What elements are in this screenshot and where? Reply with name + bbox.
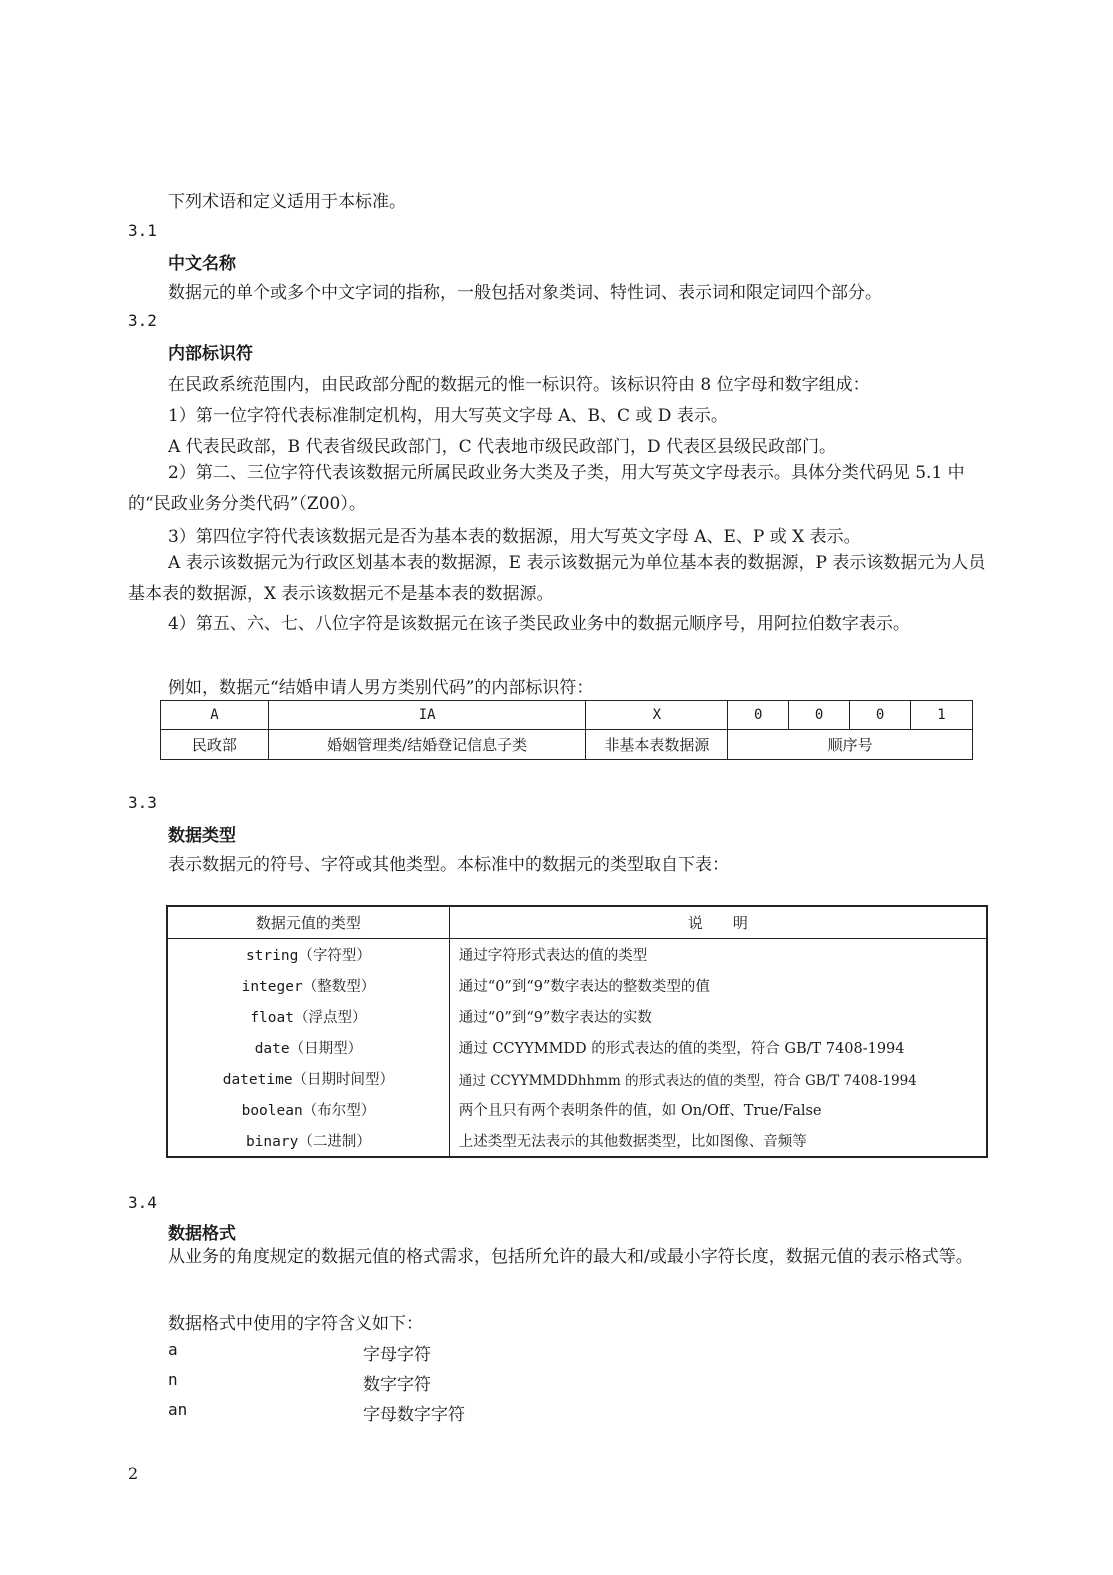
format-code: n [168,1370,178,1389]
section-3-2-para-5: 3）第四位字符代表该数据元是否为基本表的数据源，用大写英文字母 A、E、P 或 X 表示。 [168,527,861,547]
table-row [167,1032,987,1063]
section-3-4-intro: 数据格式中使用的字符含义如下： [168,1314,423,1334]
type-table-header-type: 数据元值的类型 [167,906,449,939]
section-3-4-number: 3.4 [128,1193,157,1212]
section-3-3-title: 数据类型 [168,826,236,846]
id-label-source: 非基本表数据源 [586,730,728,760]
data-type-table [166,905,988,1158]
identifier-example-table [160,700,973,760]
section-3-3-number: 3.3 [128,793,157,812]
desc-cell: 通过“0”到“9”数字表达的整数类型的值 [449,970,987,1001]
section-3-4-title: 数据格式 [168,1224,236,1244]
desc-cell: 通过“0”到“9”数字表达的实数 [449,1001,987,1032]
type-cell: float（浮点型） [167,1001,449,1032]
format-code: a [168,1340,178,1359]
intro-text: 下列术语和定义适用于本标准。 [168,192,406,212]
table-row [167,1063,987,1094]
desc-cell: 上述类型无法表示的其他数据类型，比如图像、音频等 [449,1125,987,1157]
section-3-1-title: 中文名称 [168,254,236,274]
desc-cell: 通过字符形式表达的值的类型 [449,939,987,971]
type-cell: string（字符型） [167,939,449,971]
type-cell: integer（整数型） [167,970,449,1001]
format-code: an [168,1400,188,1419]
type-cell: datetime（日期时间型） [167,1063,449,1094]
section-3-4-body: 从业务的角度规定的数据元值的格式需求，包括所允许的最大和/或最小字符长度，数据元值的表示格式等。 [168,1247,973,1267]
id-cell-category: IA [268,701,586,730]
id-label-sequence: 顺序号 [728,730,973,760]
section-3-2-para-7: 4）第五、六、七、八位字符是该数据元在该子类民政业务中的数据元顺序号，用阿拉伯数字表示。 [168,614,910,634]
table-row [167,1001,987,1032]
type-table-header-desc: 说 明 [449,906,987,939]
type-cell: binary（二进制） [167,1125,449,1157]
table-row [167,970,987,1001]
section-3-1-body: 数据元的单个或多个中文字词的指称，一般包括对象类词、特性词、表示词和限定词四个部分。 [168,283,882,303]
section-3-2-para-4: 2）第二、三位字符代表该数据元所属民政业务大类及子类，用大写英文字母表示。具体分类代码见 5.1 中的“民政业务分类代码”（Z00）。 [128,463,965,514]
id-cell-seq-1: 0 [728,701,789,730]
format-meaning: 字母字符 [363,1345,431,1365]
section-3-1-number: 3.1 [128,221,157,240]
section-3-2-title: 内部标识符 [168,344,253,364]
format-meaning: 字母数字字符 [363,1405,465,1425]
id-cell-agency: A [161,701,269,730]
id-cell-seq-2: 0 [789,701,850,730]
section-3-3-body: 表示数据元的符号、字符或其他类型。本标准中的数据元的类型取自下表： [168,855,729,875]
id-cell-seq-4: 1 [911,701,973,730]
id-cell-source: X [586,701,728,730]
desc-cell: 通过 CCYYMMDDhhmm 的形式表达的值的类型，符合 GB/T 7408-1994 [449,1063,987,1094]
desc-cell: 两个且只有两个表明条件的值，如 On/Off、True/False [449,1094,987,1125]
section-3-2-para-3: A 代表民政部，B 代表省级民政部门，C 代表地市级民政部门，D 代表区县级民政部门。 [168,437,837,457]
section-3-2-example: 例如，数据元“结婚申请人男方类别代码”的内部标识符： [168,678,594,698]
type-cell: date（日期型） [167,1032,449,1063]
type-cell: boolean（布尔型） [167,1094,449,1125]
section-3-2-para-1: 在民政系统范围内，由民政部分配的数据元的惟一标识符。该标识符由 8 位字母和数字组成： [168,375,870,395]
table-row [167,1125,987,1157]
id-label-agency: 民政部 [161,730,269,760]
table-row [167,939,987,971]
table-row [167,1094,987,1125]
desc-cell: 通过 CCYYMMDD 的形式表达的值的类型，符合 GB/T 7408-1994 [449,1032,987,1063]
id-cell-seq-3: 0 [850,701,911,730]
format-meaning: 数字字符 [363,1375,431,1395]
section-3-2-number: 3.2 [128,311,157,330]
section-3-2-para-2: 1）第一位字符代表标准制定机构，用大写英文字母 A、B、C 或 D 表示。 [168,406,728,426]
page-number: 2 [128,1464,139,1483]
section-3-2-para-6: A 表示该数据元为行政区划基本表的数据源，E 表示该数据元为单位基本表的数据源，P 表示该数据元为人员基本表的数据源，X 表示该数据元不是基本表的数据源。 [128,553,986,604]
id-label-category: 婚姻管理类/结婚登记信息子类 [268,730,586,760]
